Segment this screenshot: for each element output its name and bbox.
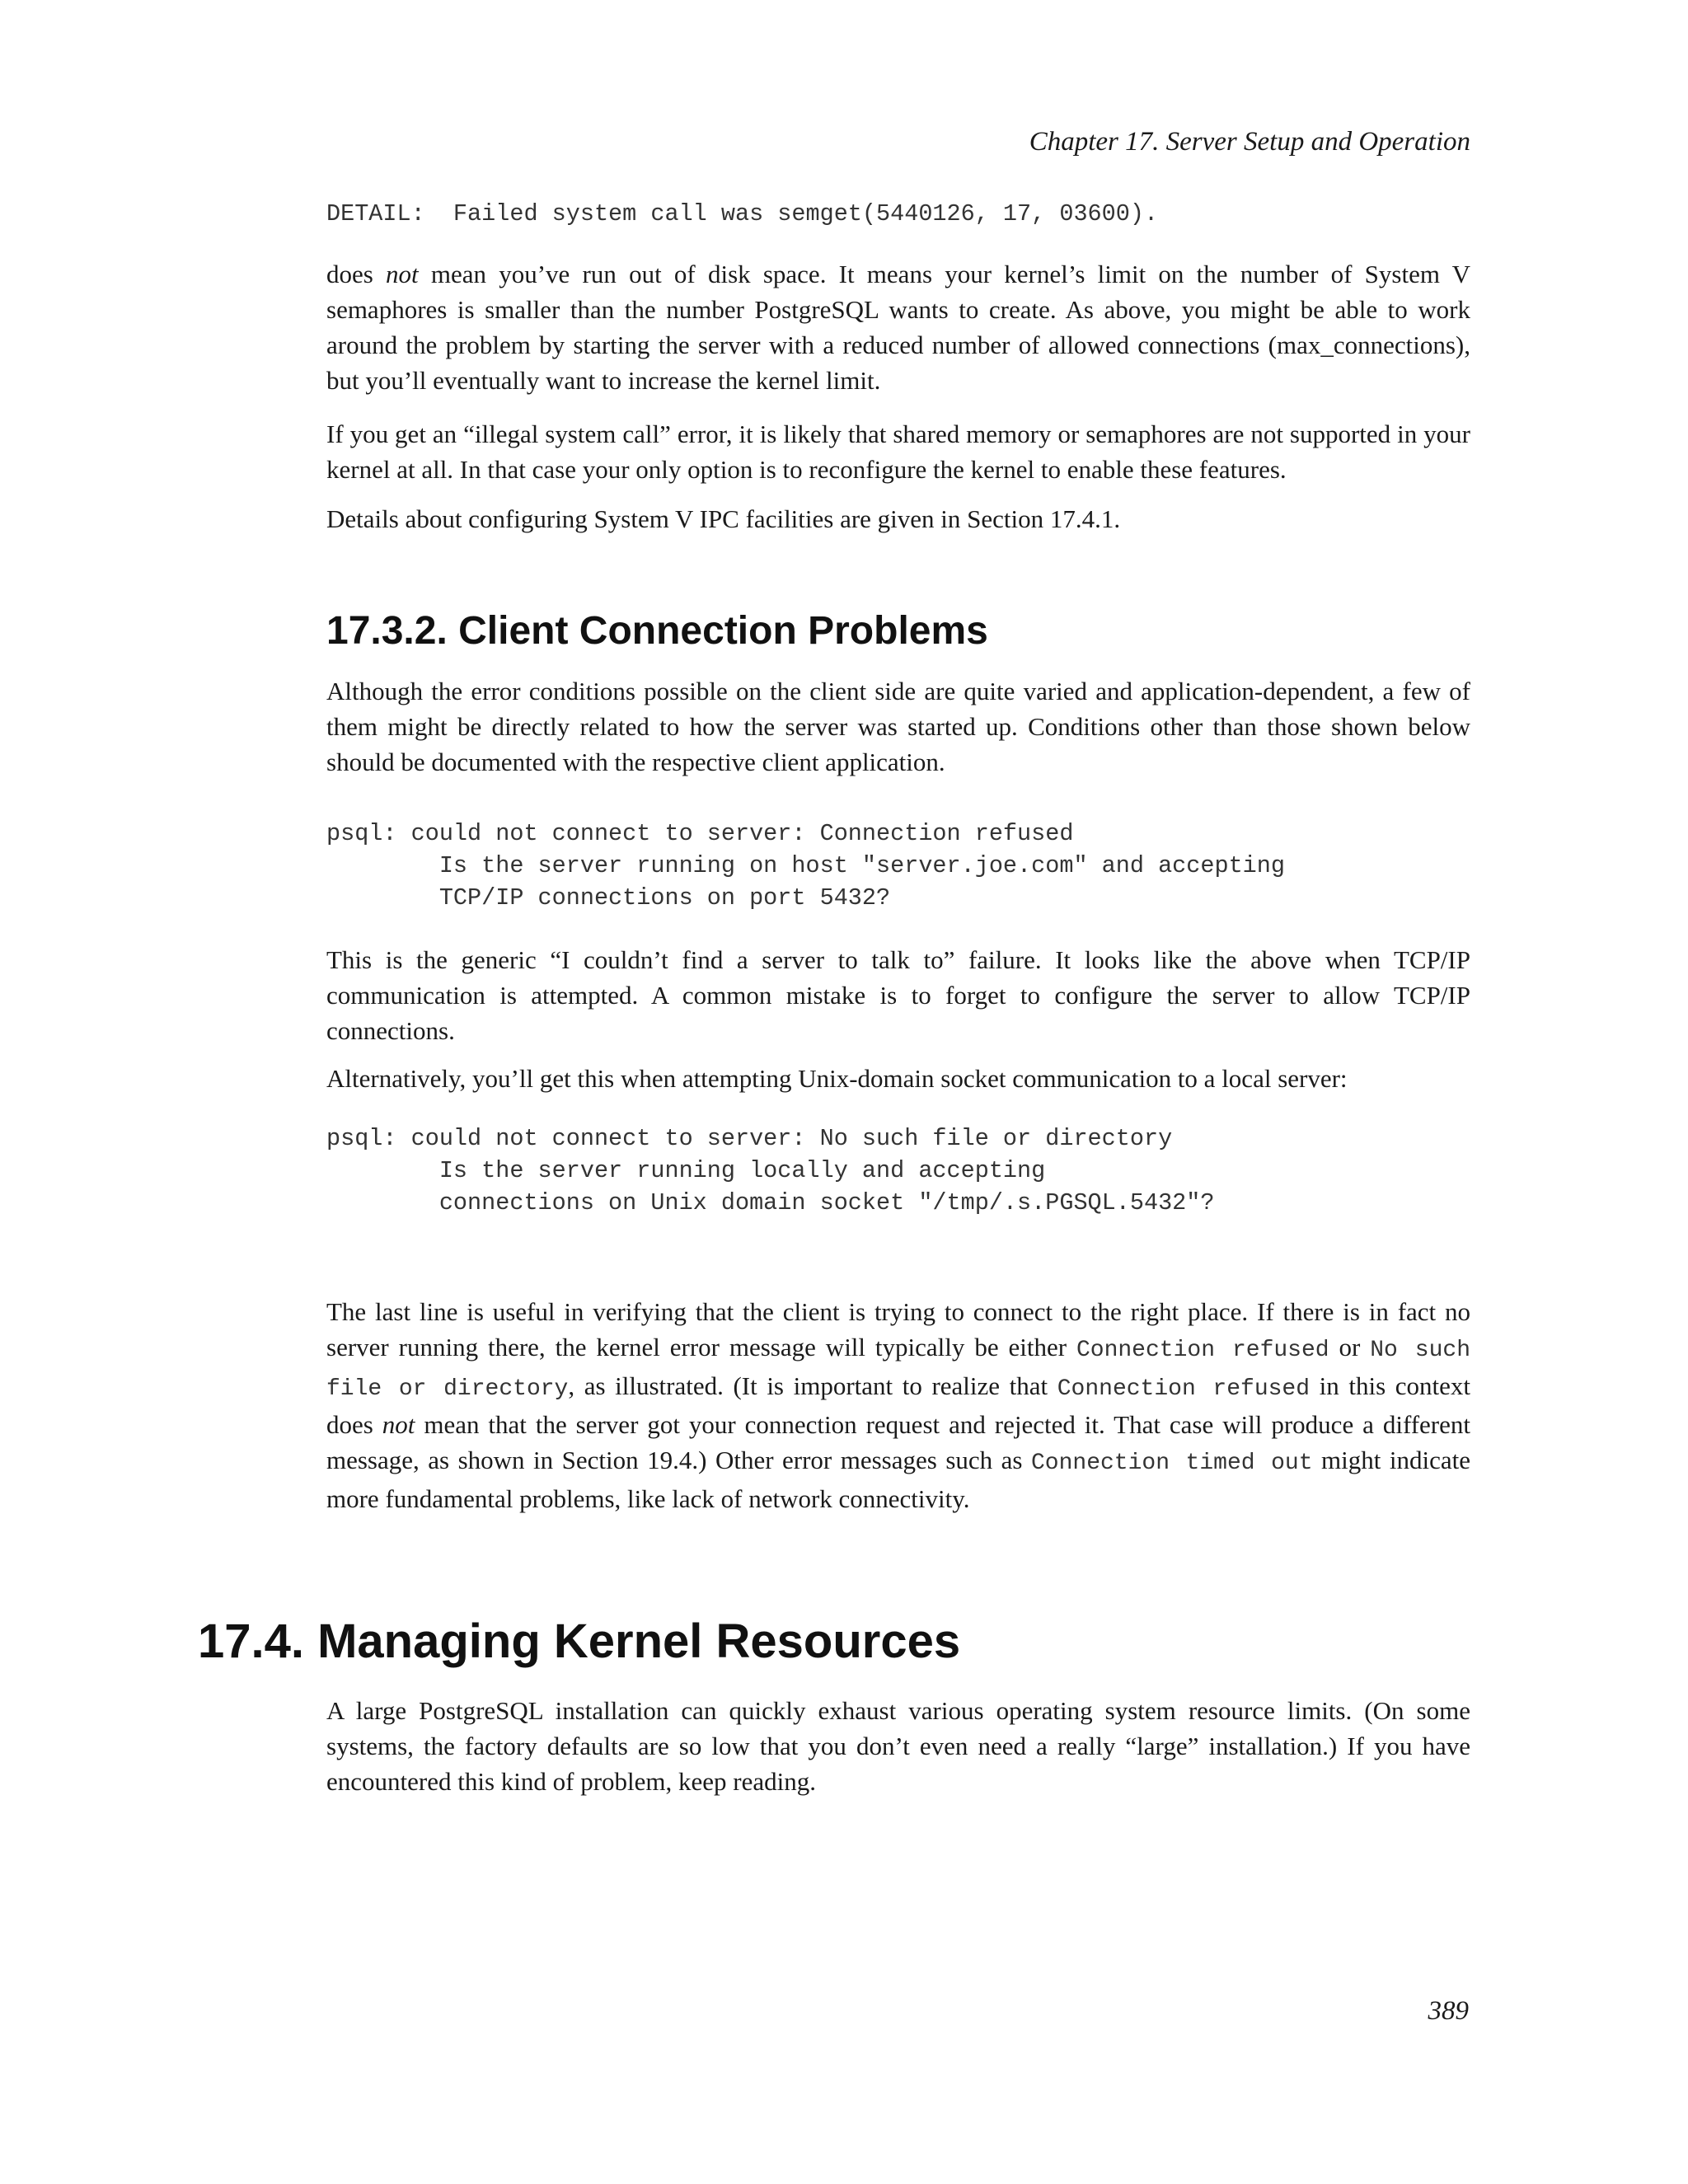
text-run: mean you’ve run out of disk space. It means your kernel’s limit on the number of System V semaphores is smaller than the number PostgreSQL wants to create. As above, you might be able to work around the problem by starting the server with a reduced number of allowed connections (max_connections), but you’ll eventually want to increase the kernel limit.	[326, 260, 1470, 395]
paragraph-text: This is the generic “I couldn’t find a server to talk to” failure. It looks like the above when TCP/IP communication is attempted. A common mistake is to forget to configure the server to allow TCP/IP connections.	[326, 945, 1470, 1045]
inline-code: Connection refused	[1057, 1376, 1311, 1402]
text-run: in this context does	[326, 1371, 1470, 1439]
emphasis: not	[386, 260, 419, 288]
paragraph-last-line	[326, 1294, 1470, 1516]
inline-code: Connection timed out	[1030, 1451, 1313, 1476]
paragraph-semaphores	[326, 256, 1470, 398]
emphasis: not	[382, 1410, 415, 1439]
paragraph-text: Alternatively, you’ll get this when attempting Unix-domain socket communication to a local server:	[326, 1064, 1348, 1093]
text-run: mean that the server got your connection request and rejected it. That case will produce a different message, as shown in Section 19.4.) Other error messages such as	[326, 1410, 1470, 1474]
code-text: psql: could not connect to server: Connection refused Is the server running on host "server.joe.com" and accepting TCP/IP connections on port 5432?	[326, 820, 1285, 912]
section-heading-client-connection: 17.3.2. Client Connection Problems	[326, 609, 988, 653]
detail-code: DETAIL: Failed system call was semget(5440126, 17, 03600).	[326, 200, 1159, 227]
paragraph-client-intro	[326, 673, 1470, 780]
paragraph-kernel-intro	[326, 1693, 1470, 1799]
code-text: psql: could not connect to server: No such file or directory Is the server running locally and accepting connections on Unix domain socket "/tmp/.s.PGSQL.5432"?	[326, 1125, 1215, 1216]
paragraph-generic-failure	[326, 942, 1470, 1048]
paragraph-illegal-call	[326, 416, 1470, 487]
paragraph-text	[326, 256, 1470, 398]
text-run: The last line is useful in verifying that the client is trying to connect to the right place. If there is in fact no server running there, the kernel error message will typically be either	[326, 1297, 1470, 1361]
paragraph-text: Details about configuring System V IPC facilities are given in Section 17.4.1.	[326, 504, 1121, 533]
paragraph-text: A large PostgreSQL installation can quickly exhaust various operating system resource limits. (On some systems, the factory defaults are so low that you don’t even need a really “large” installation.) If you have encountered this kind of problem, keep reading.	[326, 1696, 1470, 1796]
paragraph-text: Although the error conditions possible on the client side are quite varied and application-dependent, a few of them might be directly related to how the server was started up. Conditions other than those shown below should be documented with the respective client application.	[326, 677, 1470, 776]
paragraph-text: If you get an “illegal system call” error, it is likely that shared memory or semaphores are not supported in your kernel at all. In that case your only option is to reconfigure the kernel to enable these features.	[326, 419, 1470, 484]
page-number: 389	[1428, 1996, 1469, 2026]
inline-code: No such file or directory	[326, 1338, 1470, 1402]
code-block-connection-refused	[326, 818, 1470, 914]
paragraph-ipc-details	[326, 501, 1470, 537]
text-run: or	[1329, 1333, 1371, 1361]
text-run: does	[326, 260, 387, 288]
code-block-no-such-file	[326, 1122, 1470, 1219]
paragraph-alternatively	[326, 1061, 1470, 1096]
paragraph-text	[326, 1294, 1470, 1516]
inline-code: Connection refused	[1076, 1338, 1329, 1363]
section-heading-kernel-resources: 17.4. Managing Kernel Resources	[198, 1615, 961, 1668]
text-run: , as illustrated. (It is important to realize that	[568, 1371, 1057, 1400]
text-run: might indicate more fundamental problems, like lack of network connectivity.	[326, 1446, 1470, 1513]
running-header: Chapter 17. Server Setup and Operation	[1029, 127, 1470, 157]
detail-code-block	[326, 198, 1470, 230]
